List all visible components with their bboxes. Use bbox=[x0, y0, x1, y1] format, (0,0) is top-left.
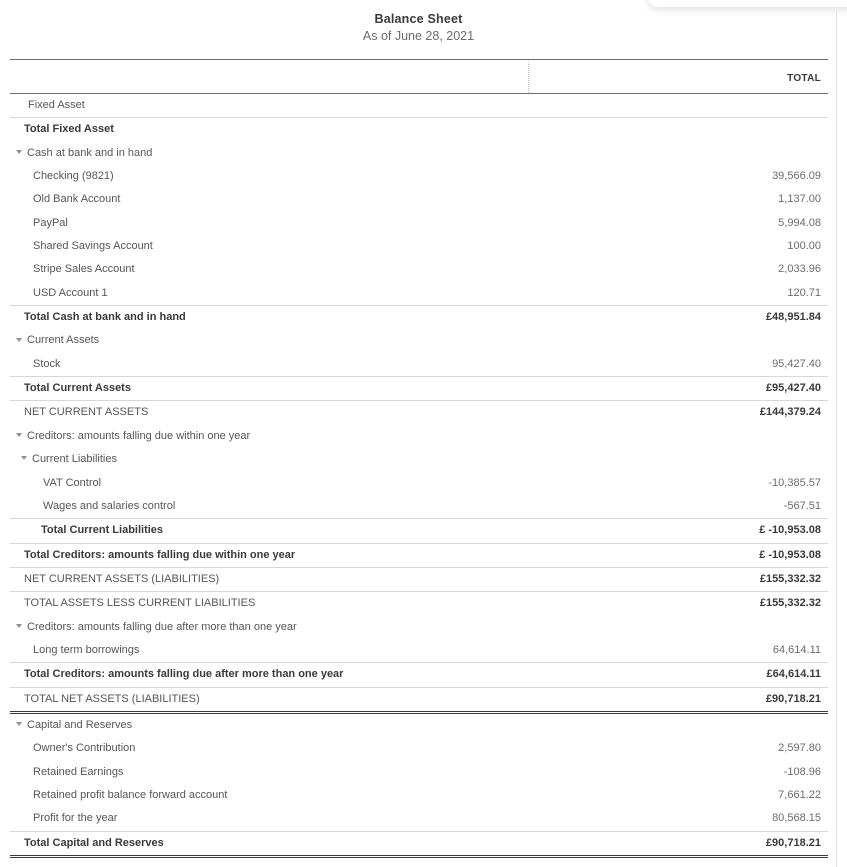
row-label[interactable]: Long term borrowings bbox=[33, 643, 140, 656]
table-row-group[interactable] bbox=[10, 448, 828, 471]
table-row-total bbox=[10, 662, 828, 686]
table-row bbox=[10, 282, 828, 305]
table-row-group[interactable] bbox=[10, 616, 828, 639]
table-row-group[interactable] bbox=[10, 425, 828, 448]
column-divider bbox=[528, 62, 529, 93]
table-row-group[interactable] bbox=[10, 329, 828, 352]
table-row bbox=[10, 807, 828, 830]
floating-panel-edge bbox=[648, 0, 847, 7]
row-value[interactable]: £155,332.32 bbox=[759, 597, 821, 610]
row-label: Capital and Reserves bbox=[27, 718, 133, 731]
row-value[interactable]: -567.51 bbox=[783, 499, 821, 512]
row-value[interactable]: £90,718.21 bbox=[765, 836, 821, 849]
row-value[interactable]: £64,614.11 bbox=[766, 668, 821, 681]
row-label[interactable]: PayPal bbox=[33, 216, 68, 229]
row-label: TOTAL NET ASSETS (LIABILITIES) bbox=[24, 692, 200, 705]
collapse-caret-icon[interactable] bbox=[16, 150, 22, 154]
row-value[interactable]: 1,137.00 bbox=[778, 193, 821, 206]
table-row-summary bbox=[10, 591, 828, 615]
table-row-summary bbox=[10, 400, 828, 424]
row-label: Creditors: amounts falling due after more than one year bbox=[27, 620, 297, 633]
collapse-caret-icon[interactable] bbox=[16, 338, 22, 342]
table-row-total bbox=[10, 305, 828, 329]
row-label[interactable]: USD Account 1 bbox=[33, 286, 108, 299]
row-value[interactable]: 100.00 bbox=[787, 240, 821, 253]
table-row bbox=[10, 188, 828, 211]
table-row bbox=[10, 353, 828, 376]
table-row-total bbox=[10, 831, 828, 858]
row-value[interactable]: 2,597.80 bbox=[778, 742, 821, 755]
row-label[interactable]: Checking (9821) bbox=[33, 170, 114, 183]
row-value[interactable]: -10,385.57 bbox=[768, 476, 821, 489]
report-date: As of June 28, 2021 bbox=[362, 29, 475, 43]
row-label[interactable]: Retained profit balance forward account bbox=[33, 788, 228, 801]
row-label: Creditors: amounts falling due within one year bbox=[27, 429, 251, 442]
row-label: Total Creditors: amounts falling due within one year bbox=[24, 548, 296, 561]
row-label[interactable]: Wages and salaries control bbox=[43, 499, 176, 512]
table-row bbox=[10, 258, 828, 281]
row-value[interactable]: 80,568.15 bbox=[772, 812, 821, 825]
column-header-total: TOTAL bbox=[787, 73, 821, 84]
report-header bbox=[0, 11, 837, 45]
table-row-summary bbox=[10, 687, 828, 714]
collapse-caret-icon[interactable] bbox=[21, 456, 27, 460]
row-label: TOTAL ASSETS LESS CURRENT LIABILITIES bbox=[24, 597, 256, 610]
collapse-caret-icon[interactable] bbox=[16, 722, 22, 726]
balance-sheet-table bbox=[10, 59, 828, 858]
table-row bbox=[10, 495, 828, 518]
table-row bbox=[10, 761, 828, 784]
row-label[interactable]: Stock bbox=[33, 357, 61, 370]
row-label[interactable]: Owner's Contribution bbox=[33, 742, 136, 755]
row-label[interactable]: Old Bank Account bbox=[33, 193, 121, 206]
row-label: NET CURRENT ASSETS bbox=[24, 406, 149, 419]
row-label: Total Cash at bank and in hand bbox=[24, 311, 186, 324]
row-label: Total Current Assets bbox=[24, 382, 131, 395]
row-value[interactable]: 2,033.96 bbox=[778, 263, 821, 276]
table-row bbox=[10, 117, 828, 141]
table-row-total bbox=[10, 543, 828, 567]
table-row bbox=[10, 235, 828, 258]
row-value[interactable]: 64,614.11 bbox=[772, 643, 821, 656]
row-label: Total Capital and Reserves bbox=[24, 836, 164, 849]
row-value[interactable]: £ -10,953.08 bbox=[759, 548, 821, 561]
row-label: NET CURRENT ASSETS (LIABILITIES) bbox=[24, 572, 220, 585]
row-label[interactable]: Stripe Sales Account bbox=[33, 263, 135, 276]
table-row-total bbox=[10, 518, 828, 542]
table-header bbox=[10, 59, 828, 94]
row-value[interactable]: 120.71 bbox=[787, 286, 821, 299]
row-value[interactable]: -108.96 bbox=[783, 765, 821, 778]
table-row bbox=[10, 472, 828, 495]
table-row bbox=[10, 212, 828, 235]
report-right-border bbox=[836, 10, 837, 867]
table-row-total bbox=[10, 376, 828, 400]
row-value[interactable]: £95,427.40 bbox=[765, 382, 821, 395]
table-row bbox=[10, 165, 828, 188]
table-row-group[interactable] bbox=[10, 714, 828, 737]
row-label[interactable]: Shared Savings Account bbox=[33, 240, 153, 253]
row-value[interactable]: 5,994.08 bbox=[778, 216, 821, 229]
row-value[interactable]: £155,332.32 bbox=[759, 572, 821, 585]
row-value[interactable]: 39,566.09 bbox=[772, 170, 821, 183]
row-label: Current Liabilities bbox=[32, 453, 117, 466]
row-value[interactable]: £ -10,953.08 bbox=[759, 524, 821, 537]
row-value[interactable]: £48,951.84 bbox=[765, 311, 821, 324]
collapse-caret-icon[interactable] bbox=[16, 433, 22, 437]
table-row-summary bbox=[10, 567, 828, 591]
row-label[interactable]: VAT Control bbox=[43, 476, 102, 489]
row-label: Cash at bank and in hand bbox=[27, 146, 153, 159]
report-title: Balance Sheet bbox=[374, 12, 463, 26]
table-row bbox=[10, 94, 828, 117]
row-value[interactable]: 7,661.22 bbox=[778, 788, 821, 801]
row-value[interactable]: 95,427.40 bbox=[772, 357, 821, 370]
table-row bbox=[10, 737, 828, 760]
row-label[interactable]: Profit for the year bbox=[33, 812, 118, 825]
row-label: Fixed Asset bbox=[28, 99, 85, 111]
table-row-group[interactable] bbox=[10, 142, 828, 165]
row-value[interactable]: £90,718.21 bbox=[765, 692, 821, 705]
row-label[interactable]: Retained Earnings bbox=[33, 765, 124, 778]
collapse-caret-icon[interactable] bbox=[16, 624, 22, 628]
row-label: Current Assets bbox=[27, 334, 100, 347]
row-label: Total Current Liabilities bbox=[41, 524, 164, 537]
row-label: Total Fixed Asset bbox=[24, 123, 114, 136]
table-row bbox=[10, 639, 828, 662]
table-row bbox=[10, 784, 828, 807]
row-label: Total Creditors: amounts falling due after more than one year bbox=[24, 668, 344, 681]
row-value[interactable]: £144,379.24 bbox=[759, 406, 821, 419]
